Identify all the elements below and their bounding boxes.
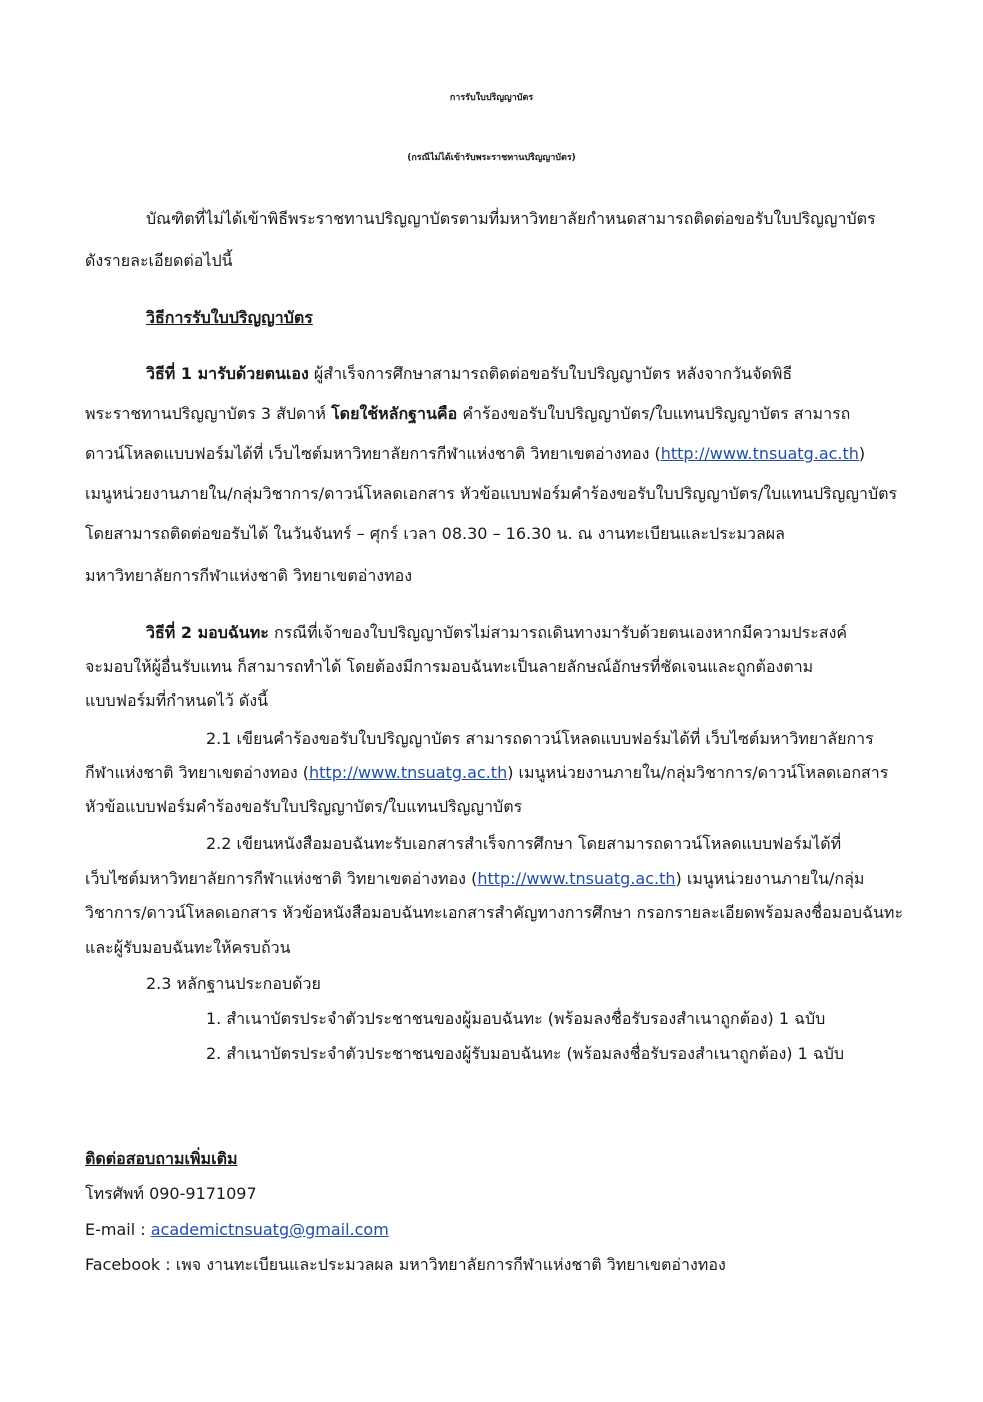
contact-email-label: E-mail : <box>85 1220 151 1239</box>
step-2-1-website-link[interactable]: http://www.tnsuatg.ac.th <box>309 763 508 782</box>
method1-text-1: ผู้สำเร็จการศึกษาสามารถติดต่อขอรับใบปริญญาบัตร หลังจากวันจัดพิธี <box>313 364 793 383</box>
step-2-1-text-a: กีฬาแห่งชาติ วิทยาเขตอ่างทอง ( <box>85 763 309 782</box>
method2-text-1: กรณีที่เจ้าของใบปริญญาบัตรไม่สามารถเดินทางมารับด้วยตนเองหากมีความประสงค์ <box>273 623 848 642</box>
page-subtitle: (กรณีไม่ได้เข้ารับพระราชทานปริญญาบัตร) <box>407 153 576 163</box>
step-2-2-text-a: เว็บไซต์มหาวิทยาลัยการกีฬาแห่งชาติ วิทยาเขตอ่างทอง ( <box>85 869 478 888</box>
method2-line-3: แบบฟอร์มที่กำหนดไว้ ดังนี้ <box>85 691 269 710</box>
step-2-1-line-2 <box>85 762 888 784</box>
step-2-1-line-3: หัวข้อแบบฟอร์มคำร้องขอรับใบปริญญาบัตร/ใบแทนปริญญาบัตร <box>85 797 523 816</box>
method2-line-2: จะมอบให้ผู้อื่นรับแทน ก็สามารถทำได้ โดยต้องมีการมอบฉันทะเป็นลายลักษณ์อักษรที่ชัดเจนและถูกต้องตาม <box>85 657 814 676</box>
method1-text-3b: ) <box>858 444 866 463</box>
method1-line-1 <box>146 363 792 385</box>
contact-facebook: Facebook : เพจ งานทะเบียนและประมวลผล มหาวิทยาลัยการกีฬาแห่งชาติ วิทยาเขตอ่างทอง <box>85 1255 726 1274</box>
step-2-3-heading: 2.3 หลักฐานประกอบด้วย <box>146 974 321 993</box>
contact-email-line <box>85 1219 389 1241</box>
contact-phone: โทรศัพท์ 090-9171097 <box>85 1184 257 1203</box>
contact-heading: ติดต่อสอบถามเพิ่มเติม <box>85 1149 238 1168</box>
method1-text-3a: ดาวน์โหลดแบบฟอร์มได้ที่ เว็บไซต์มหาวิทยาลัยการกีฬาแห่งชาติ วิทยาเขตอ่างทอง ( <box>85 444 661 463</box>
method1-text-2a: พระราชทานปริญญาบัตร 3 สัปดาห์ <box>85 404 326 423</box>
evidence-item-1: 1. สำเนาบัตรประจำตัวประชาชนของผู้มอบฉันทะ (พร้อมลงชื่อรับรองสำเนาถูกต้อง) 1 ฉบับ <box>206 1009 826 1028</box>
step-2-2-line-1: 2.2 เขียนหนังสือมอบฉันทะรับเอกสารสำเร็จการศึกษา โดยสามารถดาวน์โหลดแบบฟอร์มได้ที่ <box>206 834 842 853</box>
method1-evidence-label: โดยใช้หลักฐานคือ <box>331 404 458 423</box>
contact-email-link[interactable]: academictnsuatg@gmail.com <box>150 1220 389 1239</box>
intro-line-2: ดังรายละเอียดต่อไปนี้ <box>85 251 233 270</box>
method1-line-6: มหาวิทยาลัยการกีฬาแห่งชาติ วิทยาเขตอ่างทอง <box>85 566 413 585</box>
step-2-1-line-1: 2.1 เขียนคำร้องขอรับใบปริญญาบัตร สามารถดาวน์โหลดแบบฟอร์มได้ที่ เว็บไซต์มหาวิทยาลัยการ <box>206 729 874 748</box>
method1-website-link[interactable]: http://www.tnsuatg.ac.th <box>660 444 859 463</box>
methods-heading: วิธีการรับใบปริญญาบัตร <box>146 308 313 327</box>
page-title: การรับใบปริญญาบัตร <box>449 93 534 103</box>
method1-line-5: โดยสามารถติดต่อขอรับได้ ในวันจันทร์ – ศุกร์ เวลา 08.30 – 16.30 น. ณ งานทะเบียนและประมวลผล <box>85 524 785 543</box>
method1-label: วิธีที่ 1 มารับด้วยตนเอง <box>146 364 309 383</box>
method1-line-2 <box>85 403 850 425</box>
step-2-2-text-b: ) เมนูหน่วยงานภายใน/กลุ่ม <box>675 869 865 888</box>
method2-line-1 <box>146 622 847 644</box>
method1-text-2c: คำร้องขอรับใบปริญญาบัตร/ใบแทนปริญญาบัตร สามารถ <box>462 404 851 423</box>
method2-label: วิธีที่ 2 มอบฉันทะ <box>146 623 269 642</box>
method1-line-4: เมนูหน่วยงานภายใน/กลุ่มวิชาการ/ดาวน์โหลดเอกสาร หัวข้อแบบฟอร์มคำร้องขอรับใบปริญญาบัตร/ใบแทนปริญญาบัตร <box>85 484 898 503</box>
step-2-2-website-link[interactable]: http://www.tnsuatg.ac.th <box>477 869 676 888</box>
step-2-1-text-b: ) เมนูหน่วยงานภายใน/กลุ่มวิชาการ/ดาวน์โหลดเอกสาร <box>507 763 889 782</box>
method1-line-3 <box>85 443 865 465</box>
evidence-item-2: 2. สำเนาบัตรประจำตัวประชาชนของผู้รับมอบฉันทะ (พร้อมลงชื่อรับรองสำเนาถูกต้อง) 1 ฉบับ <box>206 1044 845 1063</box>
intro-line-1: บัณฑิตที่ไม่ได้เข้าพิธีพระราชทานปริญญาบัตรตามที่มหาวิทยาลัยกำหนดสามารถติดต่อขอรับใบปริญญาบัตร <box>146 209 876 228</box>
step-2-2-line-2 <box>85 868 864 890</box>
step-2-2-line-4: และผู้รับมอบฉันทะให้ครบถ้วน <box>85 938 291 957</box>
step-2-2-line-3: วิชาการ/ดาวน์โหลดเอกสาร หัวข้อหนังสือมอบฉันทะเอกสารสำคัญทางการศึกษา กรอกรายละเอียดพร้อมลงชื่อมอบฉันทะ <box>85 903 904 922</box>
